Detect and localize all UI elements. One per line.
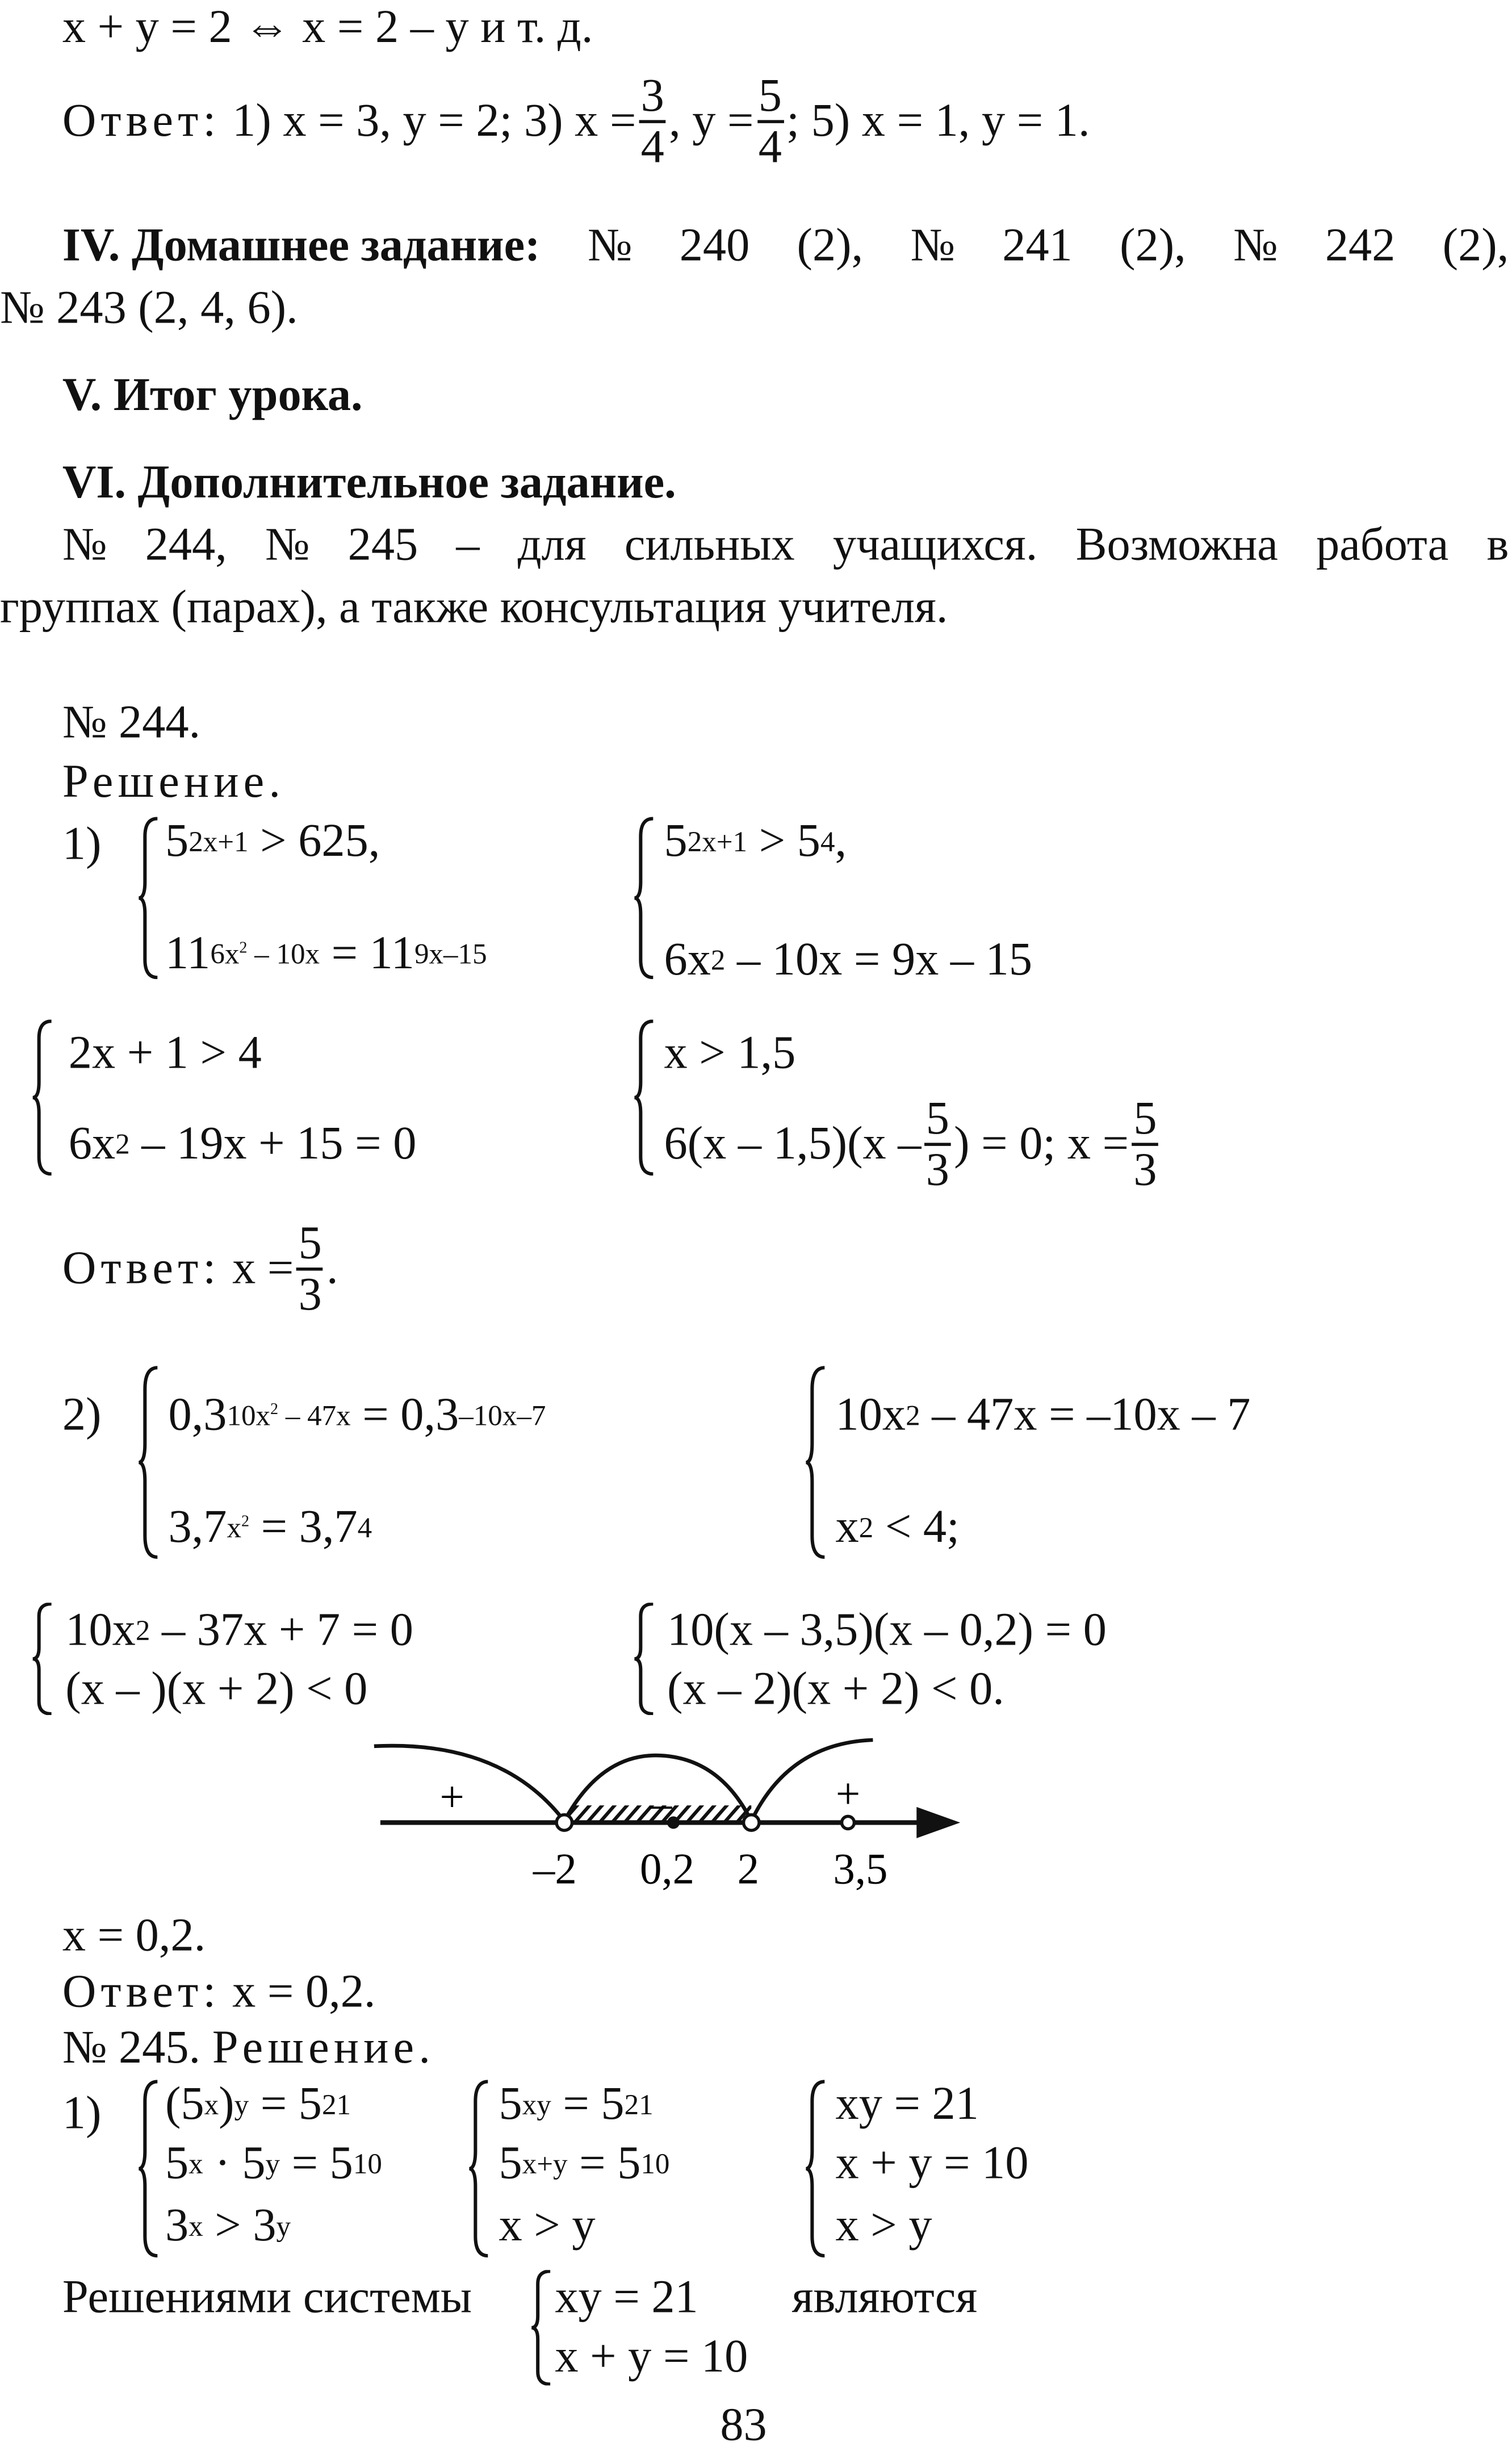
hw-word: №: [587, 220, 633, 271]
answer-part-c: ; 5) x = 1, y = 1.: [786, 95, 1090, 147]
rest: – 19x + 15 = 0: [129, 1118, 417, 1170]
system-row: [664, 932, 1033, 989]
exponent: 9x–15: [414, 939, 487, 972]
extra-word: в: [1486, 519, 1509, 571]
term: ): [219, 2078, 234, 2130]
term: 5: [499, 2078, 522, 2130]
hw-word: №: [910, 220, 956, 271]
rest: – 47x = –10x – 7: [920, 1389, 1251, 1441]
fraction-five-thirds: $\frac{5}{3}$: [297, 1219, 324, 1320]
comma: ,: [835, 815, 847, 867]
sign-minus-middle: –: [650, 1779, 672, 1828]
system-244-1a: [137, 811, 605, 985]
rhs: = 3,7: [249, 1501, 358, 1553]
exponent: 2: [858, 1512, 874, 1546]
homework-continuation: № 243 (2, 4, 6).: [0, 282, 298, 334]
rhs: = 0,3: [350, 1389, 459, 1441]
system-row: [169, 1387, 546, 1444]
system-row: [165, 2198, 291, 2255]
extra-word: 244,: [145, 519, 227, 571]
fraction-five-thirds: $\frac{5}{3}$: [924, 1094, 951, 1195]
item-number-1: 1): [62, 818, 102, 870]
system-row: [165, 814, 380, 870]
item-number-2: 2): [62, 1389, 102, 1441]
item-number-1: 1): [62, 2088, 102, 2139]
exponent: 2: [710, 945, 726, 978]
answer-label: Ответ:: [62, 95, 221, 147]
system-row: 2x + 1 > 4: [68, 1027, 262, 1079]
interval-arc-left: [374, 1746, 564, 1821]
system-row: [65, 1603, 413, 1659]
extra-heading: VI. Дополнительное задание.: [62, 457, 676, 509]
exponent: 21: [624, 2089, 654, 2123]
exponent: y: [276, 2211, 291, 2244]
homework-line: [0, 218, 1509, 274]
left-brace: [137, 1366, 159, 1559]
system-row: [836, 1500, 960, 1556]
exponent-square: 2: [241, 1513, 250, 1532]
system-row: [499, 2136, 670, 2192]
exponent: 6x: [210, 939, 240, 972]
answer-label: Ответ:: [62, 1243, 221, 1294]
extra-word: №: [62, 519, 107, 571]
exponent: 2: [906, 1400, 920, 1433]
exponent-square: 2: [270, 1402, 279, 1419]
exponent: –10x–7: [459, 1400, 546, 1433]
left-brace: [805, 2080, 826, 2257]
system-244-2d: [633, 1596, 1225, 1721]
term: 6x: [664, 934, 711, 986]
left-brace: [31, 1019, 53, 1176]
summary-heading: V. Итог урока.: [62, 369, 363, 421]
system-245-d: [530, 2264, 795, 2389]
exponent: 2x+1: [687, 826, 748, 860]
system-244-2a: [137, 1360, 652, 1565]
point-2: [744, 1815, 759, 1830]
left-brace: [137, 817, 159, 980]
system-row: [165, 2077, 351, 2133]
term: 10x: [65, 1604, 136, 1656]
system-row: [664, 1094, 1162, 1194]
answer-var: x =: [232, 1243, 294, 1294]
system-245-a: [137, 2073, 465, 2264]
system-row: 10(x – 3,5)(x – 0,2) = 0: [667, 1604, 1107, 1656]
extra-word: 245: [347, 519, 418, 571]
factored-expression: 6(x – 1,5)(x –: [664, 1118, 922, 1170]
tick-label: 0,2: [639, 1845, 695, 1893]
system-row: x > 1,5: [664, 1027, 796, 1079]
number-line-svg: [358, 1734, 982, 1908]
system-row: [165, 2136, 382, 2192]
base: 3,7: [168, 1501, 227, 1553]
rhs: = 5: [567, 2137, 641, 2189]
rhs: > 5: [747, 815, 820, 867]
hw-word: (2),: [1120, 220, 1186, 271]
rhs: = 5: [551, 2078, 625, 2130]
solutions-text: Решениями системы: [62, 2272, 472, 2323]
term: 5: [165, 2137, 189, 2189]
problem-245-title: [62, 2021, 435, 2077]
problem-number: № 245.: [62, 2022, 201, 2074]
system-row: xy = 21: [555, 2272, 698, 2323]
system-row: x > y: [499, 2199, 596, 2252]
rest: < 4;: [873, 1501, 960, 1553]
system-row: xy = 21: [835, 2078, 979, 2130]
left-brace: [633, 817, 655, 980]
exponent: y: [234, 2089, 249, 2123]
x-value: x = 0,2.: [62, 1910, 206, 1962]
exponent: 10: [353, 2148, 382, 2182]
rest: – 37x + 7 = 0: [150, 1604, 413, 1656]
system-row: (x – )(x + 2) < 0: [65, 1663, 368, 1715]
root-expression: ) = 0; x =: [954, 1118, 1129, 1170]
exponent: 2: [115, 1129, 130, 1162]
point-minus-2: [556, 1815, 572, 1830]
number-line-diagram: [358, 1734, 982, 1908]
extra-word: работа: [1316, 519, 1449, 571]
extra-line: [0, 517, 1509, 574]
term: x: [835, 1501, 859, 1553]
solutions-text-end: являются: [791, 2272, 978, 2323]
exponent: x: [189, 2148, 203, 2182]
exponent: 4: [357, 1512, 372, 1546]
problem-244-title: № 244.: [62, 697, 201, 748]
rhs: = 5: [249, 2078, 322, 2130]
page-number: 83: [720, 2399, 767, 2451]
left-brace: [633, 1019, 655, 1176]
system-244-1d: [633, 1014, 1288, 1198]
base: 11: [165, 927, 211, 980]
extra-word: Возможна: [1075, 519, 1278, 571]
rest: – 10x = 9x – 15: [725, 934, 1033, 986]
term: 5: [499, 2137, 522, 2189]
answer-244-1: [62, 1216, 338, 1321]
term: · 5: [203, 2137, 266, 2189]
rhs: > 625,: [248, 815, 380, 867]
base: 5: [664, 815, 688, 867]
term: 6x: [68, 1118, 116, 1170]
system-row: [499, 2077, 654, 2133]
left-brace: [633, 1603, 655, 1715]
hw-word: 240: [679, 220, 750, 271]
sign-plus-left: +: [439, 1773, 464, 1822]
exponent: 10: [640, 2148, 670, 2182]
system-row: [69, 1116, 417, 1173]
exponent: x: [204, 2089, 219, 2123]
answer-part-a: 1) x = 3, y = 2; 3) x =: [232, 95, 636, 147]
extra-word: –: [456, 519, 480, 571]
left-brace: [805, 1366, 826, 1559]
term: 10x: [835, 1389, 906, 1441]
system-row: [664, 814, 847, 870]
base: 5: [165, 815, 189, 867]
system-row: x > y: [835, 2199, 932, 2252]
left-brace: [468, 2080, 489, 2257]
exponent-rest: – 47x: [278, 1400, 351, 1433]
equivalence-line: x + y = 2 ⇔ x = 2 – y и т. д.: [62, 1, 593, 53]
exponent: 4: [820, 826, 835, 860]
exponent: x: [227, 1512, 241, 1546]
system-245-c: [805, 2073, 1116, 2264]
left-brace: [31, 1603, 53, 1715]
answer-line-top: [62, 69, 1090, 173]
exponent: 2: [135, 1615, 150, 1649]
hw-word: 242: [1325, 220, 1396, 271]
fraction-five-thirds: $\frac{5}{3}$: [1132, 1094, 1159, 1195]
extra-word: №: [265, 519, 310, 571]
fraction-five-quarters: $\frac{5}{4}$: [757, 71, 784, 172]
tick-label: 2: [737, 1845, 760, 1893]
exponent: y: [265, 2148, 280, 2182]
solution-label: Решение.: [212, 2022, 435, 2074]
system-244-1b: [633, 811, 1163, 985]
sign-plus-right: +: [835, 1770, 861, 1818]
axis-arrow-icon: [916, 1807, 960, 1838]
hw-word: (2),: [1442, 220, 1509, 271]
rhs: = 5: [280, 2137, 353, 2189]
hw-word: 241: [1002, 220, 1073, 271]
system-row: x + y = 10: [555, 2331, 748, 2382]
hw-word: №: [1233, 220, 1278, 271]
homework-heading: IV. Домашнее задание:: [62, 220, 541, 271]
extra-word: сильных: [624, 519, 795, 571]
exponent: x+y: [522, 2148, 568, 2182]
fraction-three-quarters: $\frac{3}{4}$: [639, 71, 666, 172]
answer-244-2: [62, 1964, 376, 2021]
exponent-square: 2: [239, 940, 248, 957]
system-244-2b: [805, 1360, 1334, 1565]
left-brace: [137, 2080, 159, 2257]
term: > 3: [203, 2199, 277, 2252]
tick-label: 3,5: [833, 1845, 888, 1893]
exponent-rest: – 10x: [247, 939, 320, 972]
system-row: [169, 1500, 372, 1556]
answer-label: Ответ:: [62, 1965, 221, 2018]
system-244-1c: [31, 1014, 546, 1182]
exponent: 21: [321, 2089, 351, 2123]
base: 0,3: [168, 1389, 227, 1441]
exponent: x: [189, 2211, 203, 2244]
exponent: 10x: [227, 1400, 271, 1433]
extra-word: для: [517, 519, 587, 571]
solution-label: Решение.: [62, 756, 286, 808]
system-row: [165, 926, 487, 982]
system-row: x + y = 10: [835, 2137, 1029, 2189]
period: .: [326, 1243, 338, 1294]
system-row: [836, 1387, 1251, 1444]
exponent: 2x+1: [189, 826, 249, 860]
extra-word: учащихся.: [832, 519, 1038, 571]
exponent: xy: [522, 2089, 551, 2123]
system-row: (x – 2)(x + 2) < 0.: [667, 1663, 1004, 1715]
hw-word: (2),: [797, 220, 864, 271]
term: (5: [165, 2078, 204, 2130]
answer-value: x = 0,2.: [232, 1965, 376, 2018]
extra-continuation: группах (парах), а также консультация учителя.: [0, 582, 948, 633]
tick-label: –2: [533, 1845, 577, 1893]
rhs: = 11: [320, 927, 414, 980]
system-245-b: [468, 2073, 748, 2264]
system-244-2c: [31, 1596, 546, 1721]
term: 3: [165, 2199, 189, 2252]
left-brace: [530, 2270, 551, 2385]
answer-part-b: , y =: [669, 95, 754, 147]
